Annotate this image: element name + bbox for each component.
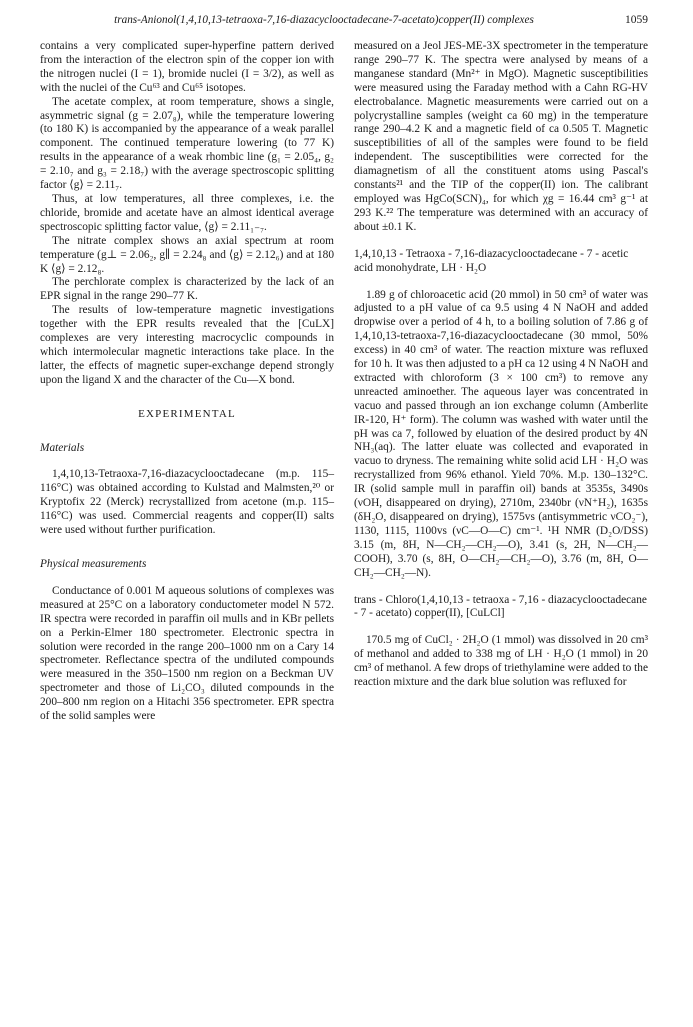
page-number: 1059	[625, 14, 648, 26]
compound-heading: trans - Chloro(1,4,10,13 - tetraoxa - 7,16 - diazacyclooctadecane - 7 - acetato) copper(II), [CuLCl]	[354, 593, 647, 620]
subsection-heading: Physical measurements	[40, 558, 147, 570]
paragraph: measured on a Jeol JES-ME-3X spectrometer in the temperature range 290–77 K. The spectra were analysed by means of a manganese standard (Mn²⁺ in MgO). Magnetic susceptibilities were measured using the Faraday method with a Cahn RG-HV electrobalance. Magnetic measurements were carried out on a polycrystalline samples (weight ca 60 mg) in the temperature range 290–4.2 K and a magnetic field of ca 0.505 T. Magnetic susceptibilities of all of the samples were found to be field independent. The susceptibilities were corrected for the diamagnetism of all the constituent atoms using Pascal's constants²¹ and the TIP of the copper(II) ion. The calibrant employed was HgCo(SCN)₄, for which χg = 16.44 cm³ g⁻¹ at 293 K.²² The temperature was determined with an accuracy of about ±0.1 K.	[354, 40, 648, 233]
paragraph: Conductance of 0.001 M aqueous solutions of complexes was measured at 25°C on a laboratory conductometer model N 572. IR spectra were recorded in paraffin oil mulls and in KBr pellets on a Perkin-Elmer 180 spectrometer. Electronic spectra in solution were recorded in the range 200–1000 nm on a Cary 14 spectrometer. Reflectance spectra of the undiluted compounds were measured in the 350–1500 nm region on a Beckman UV spectrometer and those of Li₂CO₃ diluted compounds in the 200–800 nm region on a Hitachi 356 spectrometer. EPR spectra of the solid samples were	[40, 584, 334, 723]
running-title: trans-Anionol(1,4,10,13-tetraoxa-7,16-diazacyclooctadecane-7-acetato)copper(II) complexes	[114, 14, 534, 26]
paragraph: The nitrate complex shows an axial spectrum at room temperature (g⊥ = 2.06₂, g∥ = 2.24₈ and ⟨g⟩ = 2.12₆) and at 180 K ⟨g⟩ = 2.12₈.	[40, 234, 334, 275]
paragraph: contains a very complicated super-hyperfine pattern derived from the interaction of the electron spin of the copper ion with the nitrogen nuclei (I = 1), bromide nuclei (I = 3/2), as well as with the nuclei of the Cu⁶³ and Cu⁶⁵ isotopes.	[40, 40, 334, 94]
paragraph: 170.5 mg of CuCl₂ · 2H₂O (1 mmol) was dissolved in 20 cm³ of methanol and added to 338 mg of LH · H₂O (1 mmol) in 20 cm³ of methanol. A few drops of triethylamine were added to the reaction mixture and the dark blue solution was refluxed for	[354, 634, 648, 689]
paragraph: 1,4,10,13-Tetraoxa-7,16-diazacyclooctadecane (m.p. 115–116°C) was obtained according to Kulstad and Malmsten,²⁰ or Kryptofix 22 (Merck) recrystallized from acetone (m.p. 115–116°C) was used. Commercial reagents and copper(II) salts were used without further purification.	[40, 468, 334, 537]
right-column	[354, 40, 648, 690]
paragraph: The results of low-temperature magnetic investigations together with the EPR results revealed that the [CuLX] complexes are very interesting macrocyclic compounds in which intermolecular magnetic interactions take place. In the latter, the effects of magnetic super-exchange depend strongly upon the ligand X and the character of the Cu—X bond.	[40, 304, 334, 386]
paragraph: The perchlorate complex is characterized by the lack of an EPR signal in the range 290–77 K.	[40, 276, 334, 303]
compound-heading: 1,4,10,13 - Tetraoxa - 7,16-diazacyclooctadecane - 7 - acetic acid monohydrate, LH · H₂O	[354, 247, 629, 274]
section-heading: EXPERIMENTAL	[138, 407, 236, 420]
paragraph: The acetate complex, at room temperature, shows a single, asymmetric signal (g = 2.07₈), while the temperature lowering (to 180 K) is accompanied by the appearance of a weak parallel component. The continued temperature lowering (to 77 K) results in the appearance of a weak rhombic line (g₁ = 2.05₄, g₂ = 2.10₇ and g₃ = 2.18₇) with the average spectroscopic splitting factor ⟨g⟩ = 2.11₇.	[40, 95, 334, 192]
page-header	[40, 14, 648, 32]
paragraph: Thus, at low temperatures, all three complexes, i.e. the chloride, bromide and acetate have an almost identical average spectroscopic splitting factor value, ⟨g⟩ = 2.11₁₋₇.	[40, 192, 334, 233]
paragraph: 1.89 g of chloroacetic acid (20 mmol) in 50 cm³ of water was adjusted to a pH value of ca 9.5 using 4 N NaOH and added dropwise over a period of 4 h, to a boiling solution of 7.86 g of 1,4,10,13-tetraoxa-7,16-diazacyclooctadecane (30 mmol, 50% excess) in 40 cm³ of water. The reaction mixture was refluxed for 10 h. It was then adjusted to a pH ca 12 using 4 N NaOH and extracted with chloroform (3 × 100 cm³) to remove any unreacted aminoether. The aqueous layer was concentrated in vacuo and passed through an ion exchange column (Amberlite IR-120, H⁺ form). The column was washed with water until the pH was ca 7, followed by eluation of the desired product by 4N NH₃(aq). The latter eluate was collected and evaporated in vacuo to dryness. The remaining white solid acid LH · H₂O was recrystallized from 96% ethanol. Yield 70%. M.p. 130–132°C. IR (solid sample mull in paraffin oil) bands at 3535s, 3490s (νOH, disappeared on drying), 2710m, 2340br (νN⁺H₂), 1635s (δH₂O, disappeared on drying), 1575vs (antisymmetric νCO₂⁻), 1130, 1115, 1100vs (νC—O—C) cm⁻¹. ¹H NMR (D₂O/DSS) 3.15 (m, 8H, N—CH₂—CH₂—O), 3.41 (s, 2H, N—CH₂—COOH), 3.70 (s, 8H, O—CH₂—CH₂—O), 3.76 (m, 8H, O—CH₂—CH₂—N).	[354, 288, 648, 579]
subsection-heading: Materials	[40, 441, 85, 454]
left-column	[40, 40, 334, 724]
